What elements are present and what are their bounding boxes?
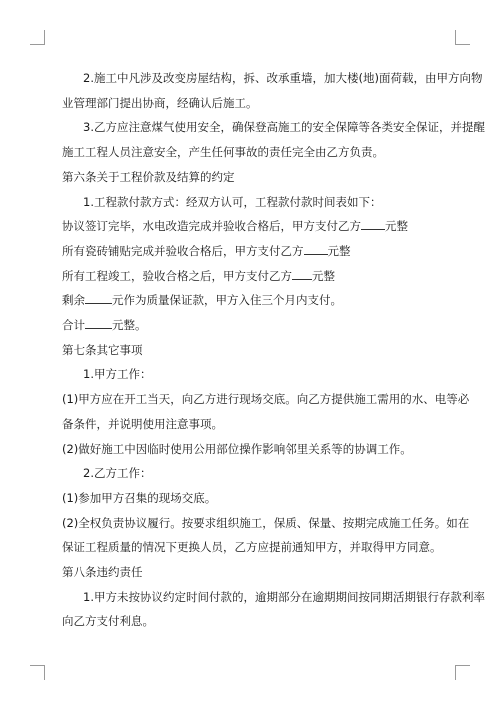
section-heading-7: 第七条其它事项 <box>62 342 143 357</box>
crop-mark-bottom-left <box>30 665 45 680</box>
payment-1-blank <box>361 217 385 230</box>
payment-3-unit: 元整 <box>312 268 335 283</box>
payment-2-unit: 元整 <box>327 243 351 258</box>
remaining-rest: 元作为质量保证款，甲方入住三个月内支付。 <box>112 293 342 308</box>
total-unit: 元整。 <box>112 318 147 333</box>
paragraph-payment-1 <box>62 214 442 239</box>
paragraph-party-b-work: 2.乙方工作： <box>83 466 152 481</box>
section-heading-6: 第六条关于工程价款及结算的约定 <box>62 169 235 184</box>
total-text: 合计 <box>62 318 85 333</box>
crop-mark-top-right <box>455 30 470 45</box>
document-body <box>62 66 485 634</box>
paragraph-payment-method: 1.工程款付款方式：经双方认可，工程款付款时间表如下： <box>83 194 382 209</box>
paragraph-structure-change-cont: 业管理部门提出协商，经确认后施工。 <box>62 95 258 110</box>
paragraph-gas-safety: 3.乙方应注意煤气使用安全，确保登高施工的安全保障等各类安全保证，并提醒 <box>83 120 485 135</box>
paragraph-payment-3 <box>62 264 442 289</box>
payment-1-text: 协议签订完毕，水电改造完成并验收合格后，甲方支付乙方 <box>62 219 361 234</box>
paragraph-party-a-work: 1.甲方工作： <box>83 367 152 382</box>
crop-mark-bottom-right <box>455 665 470 680</box>
paragraph-party-b-2-cont: 保证工程质量的情况下更换人员，乙方应提前通知甲方，并取得甲方同意。 <box>62 540 442 555</box>
total-blank <box>85 316 112 329</box>
paragraph-party-a-2: (2)做好施工中因临时使用公用部位操作影响邻里关系等的协调工作。 <box>62 441 412 456</box>
payment-2-blank <box>304 242 328 255</box>
paragraph-late-payment: 1.甲方未按协议约定时间付款的，逾期部分在逾期期间按同期活期银行存款利率 <box>83 589 485 604</box>
paragraph-party-a-1: (1)甲方应在开工当天，向乙方进行现场交底。向乙方提供施工需用的水、电等必 <box>62 392 470 407</box>
crop-mark-top-left <box>30 30 45 45</box>
paragraph-late-payment-cont: 向乙方支付利息。 <box>62 614 154 629</box>
paragraph-structure-change: 2.施工中凡涉及改变房屋结构，拆、改承重墙，加大楼(地)面荷载，由甲方向物 <box>83 71 483 85</box>
paragraph-payment-2 <box>62 239 442 264</box>
section-heading-8: 第八条违约责任 <box>62 565 143 580</box>
payment-2-text: 所有瓷砖铺贴完成并验收合格后，甲方支付乙方 <box>62 243 304 258</box>
remaining-text: 剩余 <box>62 293 85 308</box>
paragraph-party-a-1-cont: 备条件，并说明使用注意事项。 <box>62 416 223 431</box>
paragraph-total <box>62 313 442 338</box>
paragraph-gas-safety-cont: 施工工程人员注意安全，产生任何事故的责任完全由乙方负责。 <box>62 145 384 160</box>
remaining-blank <box>85 291 112 304</box>
paragraph-party-b-2: (2)全权负责协议履行。按要求组织施工，保质、保量、按期完成施工任务。如在 <box>62 515 470 530</box>
payment-1-unit: 元整 <box>385 219 408 234</box>
payment-3-text: 所有工程竣工，验收合格之后，甲方支付乙方 <box>62 268 292 283</box>
payment-3-blank <box>292 267 312 280</box>
paragraph-remaining <box>62 288 442 313</box>
paragraph-party-b-1: (1)参加甲方召集的现场交底。 <box>62 490 217 505</box>
